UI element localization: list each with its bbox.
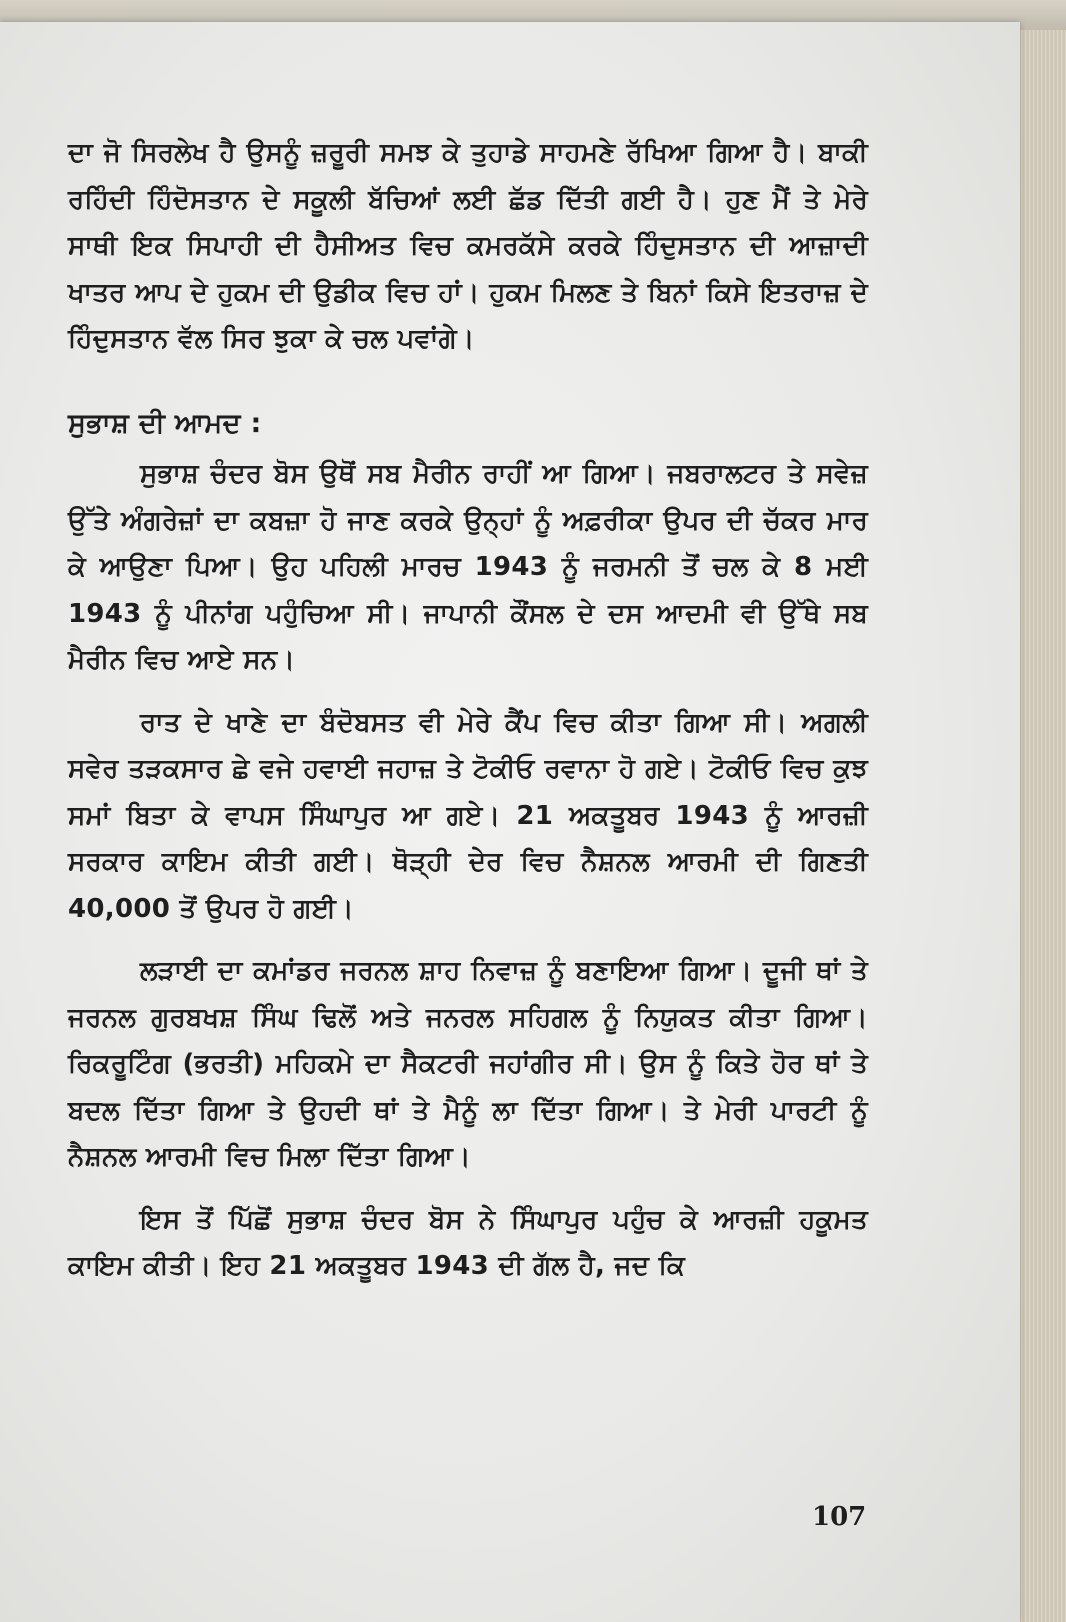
- section-heading: ਸੁਭਾਸ਼ ਦੀ ਆਮਦ :: [68, 407, 262, 439]
- paragraph: ਇਸ ਤੋਂ ਪਿੱਛੋਂ ਸੁਭਾਸ਼ ਚੰਦਰ ਬੋਸ ਨੇ ਸਿੰਘਾਪੁਰ ਪਹੁੰਚ ਕੇ ਆਰਜ਼ੀ ਹਕੂਮਤ ਕਾਇਮ ਕੀਤੀ। ਇਹ 21 ਅਕਤੂਬਰ 1943 ਦੀ ਗੱਲ ਹੈ, ਜਦ ਕਿ: [68, 1204, 868, 1281]
- paragraph: ਲੜਾਈ ਦਾ ਕਮਾਂਡਰ ਜਰਨਲ ਸ਼ਾਹ ਨਿਵਾਜ਼ ਨੂੰ ਬਣਾਇਆ ਗਿਆ। ਦੂਜੀ ਥਾਂ ਤੇ ਜਰਨਲ ਗੁਰਬਖਸ਼ ਸਿੰਘ ਢਿਲੋਂ ਅਤੇ ਜਨਰਲ ਸਹਿਗਲ ਨੂੰ ਨਿਯੁਕਤ ਕੀਤਾ ਗਿਆ। ਰਿਕਰੂਟਿੰਗ (ਭਰਤੀ) ਮਹਿਕਮੇ ਦਾ ਸੈਕਟਰੀ ਜਹਾਂਗੀਰ ਸੀ। ਉਸ ਨੂੰ ਕਿਤੇ ਹੋਰ ਥਾਂ ਤੇ ਬਦਲ ਦਿੱਤਾ ਗਿਆ ਤੇ ਉਹਦੀ ਥਾਂ ਤੇ ਮੈਨੂੰ ਲਾ ਦਿੱਤਾ ਗਿਆ। ਤੇ ਮੇਰੀ ਪਾਰਟੀ ਨੂੰ ਨੈਸ਼ਨਲ ਆਰਮੀ ਵਿਚ ਮਿਲਾ ਦਿੱਤਾ ਗਿਆ।: [68, 956, 868, 1172]
- paragraph-continued: ਦਾ ਜੋ ਸਿਰਲੇਖ ਹੈ ਉਸਨੂੰ ਜ਼ਰੂਰੀ ਸਮਝ ਕੇ ਤੁਹਾਡੇ ਸਾਹਮਣੇ ਰੱਖਿਆ ਗਿਆ ਹੈ। ਬਾਕੀ ਰਹਿੰਦੀ ਹਿੰਦੋਸਤਾਨ ਦੇ ਸਕੂਲੀ ਬੱਚਿਆਂ ਲਈ ਛੱਡ ਦਿੱਤੀ ਗਈ ਹੈ। ਹੁਣ ਮੈਂ ਤੇ ਮੇਰੇ ਸਾਥੀ ਇਕ ਸਿਪਾਹੀ ਦੀ ਹੈਸੀਅਤ ਵਿਚ ਕਮਰਕੱਸੇ ਕਰਕੇ ਹਿੰਦੁਸਤਾਨ ਦੀ ਆਜ਼ਾਦੀ ਖਾਤਰ ਆਪ ਦੇ ਹੁਕਮ ਦੀ ਉਡੀਕ ਵਿਚ ਹਾਂ। ਹੁਕਮ ਮਿਲਣ ਤੇ ਬਿਨਾਂ ਕਿਸੇ ਇਤਰਾਜ਼ ਦੇ ਹਿੰਦੁਸਤਾਨ ਵੱਲ ਸਿਰ ਝੁਕਾ ਕੇ ਚਲ ਪਵਾਂਗੇ।: [68, 138, 868, 354]
- page-text: [68, 130, 868, 1290]
- page-number: 107: [812, 1502, 867, 1532]
- paragraph: ਸੁਭਾਸ਼ ਚੰਦਰ ਬੋਸ ਉਥੋਂ ਸਬ ਮੈਰੀਨ ਰਾਹੀਂ ਆ ਗਿਆ। ਜਬਰਾਲਟਰ ਤੇ ਸਵੇਜ਼ ਉੱਤੇ ਅੰਗਰੇਜ਼ਾਂ ਦਾ ਕਬਜ਼ਾ ਹੋ ਜਾਣ ਕਰਕੇ ਉਨ੍ਹਾਂ ਨੂੰ ਅਫ਼ਰੀਕਾ ਉਪਰ ਦੀ ਚੱਕਰ ਮਾਰ ਕੇ ਆਉਣਾ ਪਿਆ। ਉਹ ਪਹਿਲੀ ਮਾਰਚ 1943 ਨੂੰ ਜਰਮਨੀ ਤੋਂ ਚਲ ਕੇ 8 ਮਈ 1943 ਨੂੰ ਪੀਨਾਂਗ ਪਹੁੰਚਿਆ ਸੀ। ਜਾਪਾਨੀ ਕੌਂਸਲ ਦੇ ਦਸ ਆਦਮੀ ਵੀ ਉੱਥੇ ਸਬ ਮੈਰੀਨ ਵਿਚ ਆਏ ਸਨ।: [68, 459, 868, 675]
- paragraph: ਰਾਤ ਦੇ ਖਾਣੇ ਦਾ ਬੰਦੋਬਸਤ ਵੀ ਮੇਰੇ ਕੈਂਪ ਵਿਚ ਕੀਤਾ ਗਿਆ ਸੀ। ਅਗਲੀ ਸਵੇਰ ਤੜਕਸਾਰ ਛੇ ਵਜੇ ਹਵਾਈ ਜਹਾਜ਼ ਤੇ ਟੋਕੀਓ ਰਵਾਨਾ ਹੋ ਗਏ। ਟੋਕੀਓ ਵਿਚ ਕੁਝ ਸਮਾਂ ਬਿਤਾ ਕੇ ਵਾਪਸ ਸਿੰਘਾਪੁਰ ਆ ਗਏ। 21 ਅਕਤੂਬਰ 1943 ਨੂੰ ਆਰਜ਼ੀ ਸਰਕਾਰ ਕਾਇਮ ਕੀਤੀ ਗਈ। ਥੋੜ੍ਹੀ ਦੇਰ ਵਿਚ ਨੈਸ਼ਨਲ ਆਰਮੀ ਦੀ ਗਿਣਤੀ 40,000 ਤੋਂ ਉਪਰ ਹੋ ਗਈ।: [68, 707, 868, 924]
